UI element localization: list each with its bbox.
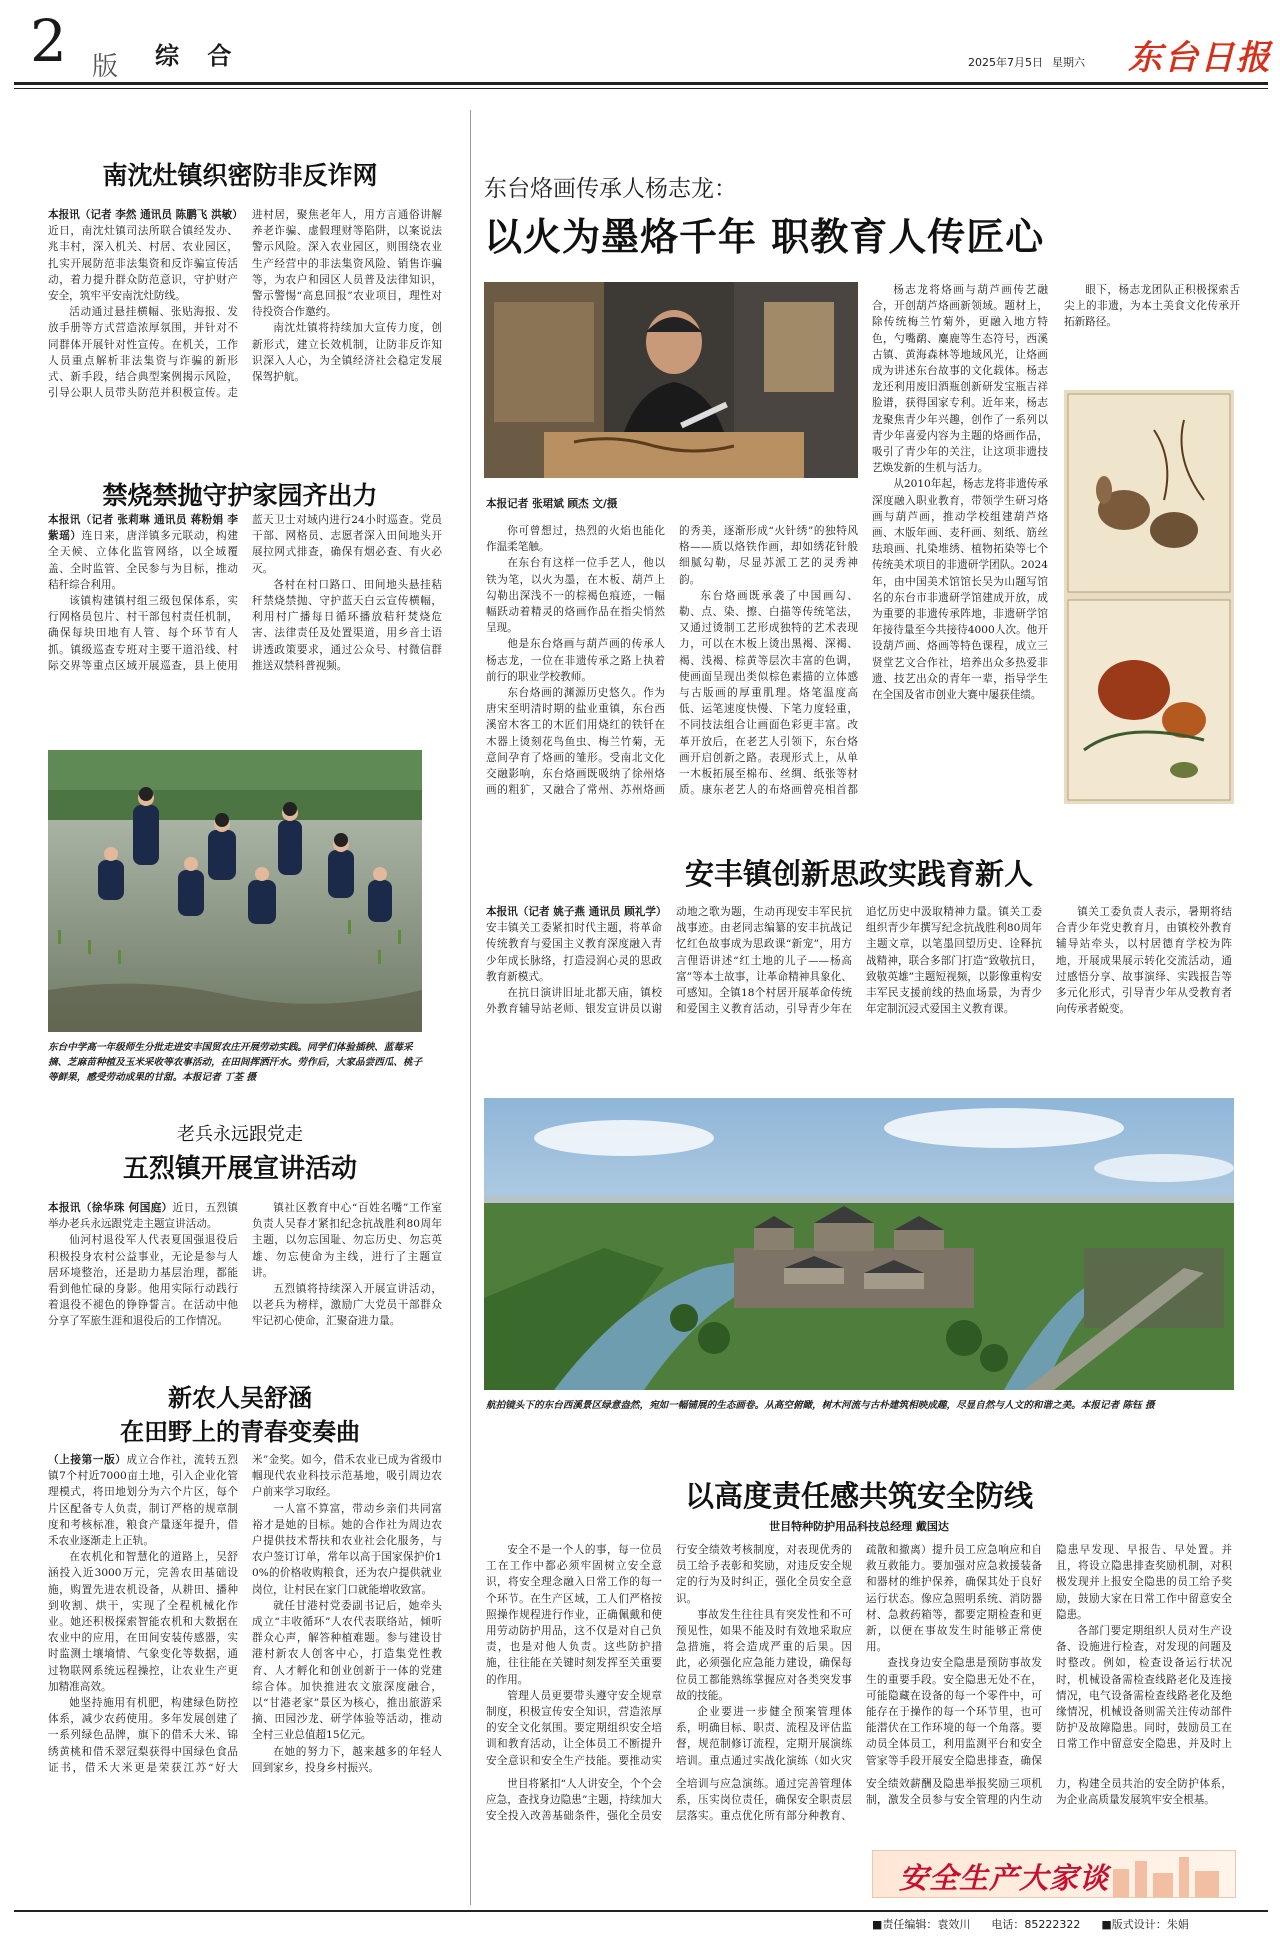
article-continue-tag: （上接第一版） [48,1454,127,1466]
kicker-yangzhilong: 东台烙画传承人杨志龙： [484,176,737,202]
article-paragraph: 成立合作社，流转五烈镇7个村近7000亩土地，引入企业化管理模式，将田地划分为六个片区，每个片区配备专人负责，制订严格的规章制度和考核标准，粮食产量逐年提升，借禾农业逐渐走上正轨。 [48,1454,239,1548]
article-paragraph: 查找身边安全隐患是预防事故发生的重要手段。安全隐患无处不在，可能隐藏在设备的每一个零件中，可能存在于操作的每一个环节里，也可能潜伏在工作环境的每一个角落。要动员全体员工，利用监测平台和安全管家等手段开展安全隐患排查，确保隐患早发现、早报告、早处置。并且，将设立隐患排查奖励机制，对积极发现并上报安全隐患的员工给予奖励，鼓励大家在日常工作中留意安全隐患。 [866,1544,1232,1767]
article-paragraph: 该镇构建镇村组三级包保体系，实行网格员包片、村干部包村责任机制，确保每块田地有人管、每个环节有人抓。镇级巡查专班对主要干道沿线、村际交界等重点区域开展巡查，县上使用蓝天卫士对域内进行24小时巡查。党员干部、网格员、志愿者深入田间地头开展拉网式排查，确保有烟必查、有火必灭。 [48,514,442,672]
article-anfeng [486,904,1232,1060]
article-wushuhan [48,1452,442,1902]
photo-caption-students: 东台中学高一年级师生分批走进安丰国贸农庄开展劳动实践。同学们体验插秧、蓝莓采摘、芝麻苗种植及玉米采收等农事活动，在田间挥洒汗水。劳作后，大家品尝西瓜、桃子等鲜果，感受劳动成果的甘甜。本报记者 丁荃 摄 [48,1042,423,1083]
photo-credit-yangzhilong: 本报记者 张珺斌 顾杰 文/摄 [486,498,618,510]
article-paragraph: 各村在村口路口、田间地头悬挂秸秆禁烧禁抛、守护蓝天白云宣传横幅，利用村广播每日循环播放秸秆焚烧危害、法律责任及处置渠道，用乡音土语讲透政策要求，通过公众号、村微信群推送双禁科普视频。 [252,578,442,672]
photo-aerial-xixi [484,1098,1234,1390]
section-name: 综 合 [155,42,242,70]
banner-text: 安全生产大家谈 [899,1861,1110,1895]
article-paragraph: 仙河村退役军人代表夏国强退役后积极投身农村公益事业，无论是参与人居环境整治，还是助力基层治理，都能看到他忙碌的身影。他用实际行动践行着退役不褪色的铮铮誓言。在活动中他分享了军旅生涯和退役后的工作情况。 [48,1234,238,1328]
article-safety-tail [486,1776,1232,1848]
footer-phone-label: 电话： [991,1918,1025,1931]
issue-weekday: 星期六 [1052,56,1085,69]
article-nanshenzao [48,207,442,475]
article-paragraph: 一人富不算富，带动乡亲们共同富裕才是她的目标。她的合作社为周边农户提供技术帮扶和农业社会化服务，与农户签订订单，常年以高于国家保护价10%的价格收购粮食，还为农户提供就业岗位，让村民在家门口就能增收致富。 [252,1502,442,1596]
article-byline: 本报讯（记者 李然 通讯员 陈鹏飞 洪敏） [48,209,243,221]
article-paragraph: 你可曾想过，热烈的火焰也能化作温柔笔触。 [486,525,665,554]
article-paragraph: 她坚持施用有机肥，构建绿色防控体系，减少农药使用。多年发展创建了一系列绿色品牌，旗下的借禾大米、锦绣黄桃和借禾翠冠梨获得中国绿色食品证书，借禾大米更是荣获江苏“好大米”金奖。如今，借禾农业已成为省级巾帼现代农业科技示范基地，吸引周边农户前来学习取经。 [48,1454,442,1774]
article-paragraph: 镇社区教育中心“百姓名嘴”工作室负责人吴春才紧扣纪念抗战胜利80周年主题，以勿忘国耻、勿忘历史、勿忘英雄、勿忘使命为主线，进行了主题宣讲。 [252,1202,442,1279]
article-paragraph: 在东台有这样一位手艺人，他以铁为笔，以火为墨，在木板、葫芦上勾勒出深浅不一的棕褐色痕迹，一幅幅跃动着精灵的烙画作品在指尖悄然呈现。 [486,557,665,635]
article-wulie [48,1200,442,1364]
article-paragraph: 南沈灶镇将持续加大宣传力度，创新形式，建立长效机制，让防非反诈知识深入人心，为全镇经济社会稳定发展保驾护航。 [252,322,442,384]
article-paragraph: 从2010年起，杨志龙将非遗传承深度融入职业教育，带领学生研习烙画与葫芦画，推动学校组建葫芦烙画、木版年画、麦秆画、刻纸、筋丝珐琅画、扎染堆绣、植物拓染等七个传统美术项目的非遗研学团队。2024年，由中国美术馆馆长吴为山题写馆名的东台市非遗研学馆建成开放，成为重要的非遗传承阵地，非遗研学馆年接待量至今共接待4000人次。他开设葫芦画、烙画等特色课程，成立三贤堂艺文合作社，培养出众多热爱非遗、技艺出众的青年一辈，指导学生在全国及省市创业大赛中屡获佳绩。 [872,478,1048,702]
article-yangzhilong-col1 [486,523,858,803]
kicker-wulie: 老兵永远跟党走 [177,1124,303,1145]
article-yangzhilong-col2 [872,282,1048,802]
article-tangyang [48,512,442,744]
article-paragraph: 事故发生往往具有突发性和不可预见性，如果不能及时有效地采取应急措施，将会造成严重的后果。因此，必须强化应急能力建设，确保每位员工都能熟练掌握应对各类突发事故的技能。 [676,1608,852,1702]
article-paragraph: 世目将紧扣“人人讲安全，个个会应急，查找身边隐患”主题，持续加大安全投入改善基础条件，强化全员安全培训与应急演练。通过完善管理体系，压实岗位责任，确保安全职责层层落实。重点优化所有部分种教育、安全绩效薪酬及隐患举报奖励三项机制，激发全员参与安全管理的内生动力，构建全员共治的安全防护体系，为企业高质量发展筑牢安全根基。 [486,1778,1232,1823]
article-byline: 本报讯（记者 姚子燕 通讯员 顾礼学） [486,906,667,918]
article-safety [486,1542,1232,1774]
headline-nanshenzao: 南沈灶镇织密防非反诈网 [102,161,378,190]
photo-caption-aerial: 航拍镜头下的东台西溪景区绿意盎然，宛如一幅铺展的生态画卷。从高空俯瞰，树木河流与古朴建筑相映成趣，尽显自然与人文的和谐之美。本报记者 陈钰 摄 [486,1400,1155,1411]
article-paragraph: 活动通过悬挂横幅、张贴海报、发放手册等方式营造浓厚氛围，并针对不同群体开展针对性宣传。在机关，工作人员重点解析非法集资与诈骗的新形式、新手段，结合典型案例揭示风险，引导公职人员带头防范并积极宣传。走进村居，聚焦老年人，用方言通俗讲解养老诈骗、虚假理财等陷阱，以案说法警示风险。深入农业园区，则围绕农业生产经营中的非法集资风险、销售诈骗等，为农户和园区人员普及法律知识，警示警惕“高息回报”农业项目，理性对待投资合作邀约。 [48,209,442,400]
article-paragraph: 五烈镇将持续深入开展宣讲活动，以老兵为榜样，激励广大党员干部群众牢记初心使命，汇聚奋进力量。 [252,1283,442,1328]
article-byline: 本报讯（徐华珠 何国庭） [48,1202,173,1214]
article-yangzhilong-col3 [1064,282,1240,380]
author-line-safety: 世目特种防护用品科技总经理 戴国达 [769,1520,949,1533]
article-paragraph: 各部门要定期组织人员对生产设备、设施进行检查，对发现的问题及时整改。例如，检查设备运行状况时，机械设备需检查线路老化及连接情况，电气设备需检查线路老化及绝缘情况，机械设备则需关注传动部件防护及故障隐患。同时，鼓励员工在日常工作中留意安全隐患，并及时上 [1056,1625,1232,1751]
article-paragraph: 眼下，杨志龙团队正积极探索舌尖上的非遗，为本土美食文化传承开拓新路径。 [1064,284,1240,329]
headline-wushuhan-1: 新农人吴舒涵 [168,1384,312,1412]
header-rule-thin [14,88,1268,89]
masthead-logo: 东台日报 [1128,38,1272,78]
article-paragraph: 东台烙画的渊源历史悠久。作为唐宋至明清时期的盐业重镇，东台西溪窑木客工的木匠们用烧红的铁钎在木器上烫刻花鸟鱼虫、梅兰竹菊，无意间孕育了烙画的雏形。受南北文化交融影响，东台烙画既吸纳了徐州烙画的粗犷，又融合了常州、苏州烙画的秀美，逐渐形成“火针绣”的独特风格——质以烙铁作画，却如绣花针般细腻勾勒，尽显苏派工艺的灵秀神韵。 [486,525,858,797]
article-paragraph: 镇关工委负责人表示，暑期将结合青少年党史教育月，由镇校外教育辅导站牵头，以村居德育学校为阵地，开展成果展示转化交流活动，通过感悟分享、故事演绎、实践报告等多元化形式，引导青少年从受教育者向传承者蜕变。 [1056,906,1232,1016]
article-paragraph: 在抗日演讲旧址北都天庙，镇校外教育辅导站老师、银发宣讲员以谢动地之歌为题，生动再现安丰军民抗战事迹。由老同志编纂的安丰抗战记忆红色故事成为思政课“新宠”，用方言俚语讲述“红土地的儿子——杨高富”等本土故事，让革命精神具象化、可感知。全镇18个村居开展革命传统和爱国主义教育活动，引导青少年在追忆历史中汲取精神力量。镇关工委组织青少年撰写纪念抗战胜利80周年主题文章，以笔墨回望历史、诠释抗战精神，联合多部门打造“致敬抗日，致敬英雄”主题短视频，以影像重构安丰军民支援前线的热血场景，为青少年定制沉浸式爱国主义教育课。 [486,906,1042,1016]
article-paragraph: 管理人员更要带头遵守安全规章制度，积极宣传安全知识，营造浓厚的安全文化氛围。要定期组织安全培训和教育活动，让全体员工不断提升安全意识和安全生产技能。要推动实行安全绩效考核制度，对表现优秀的员工给予表彰和奖励，对违反安全规定的行为及时纠正，强化全员安全意识。 [486,1544,852,1767]
article-paragraph: 在农机化和智慧化的道路上，吴舒涵投入近3000万元，完善农田基础设施，购置先进农机设备，从耕田、播种到收割、烘干，实现了全程机械化作业。她还积极探索智能农机和大数据在农业中的应用，在田间安装传感器，实时监测土壤墒情、气象变化等数据，通过物联网系统远程操控，让农业生产更加精准高效。 [48,1551,238,1693]
column-divider [470,110,471,1905]
article-paragraph: 近日，五烈镇举办老兵永远跟党走主题宣讲活动。 [48,1202,239,1231]
photo-pyrography-art [1064,390,1234,804]
article-paragraph: 安全不是一个人的事，每一位员工在工作中都必须牢固树立安全意识，将安全理念融入日常工作的每一个环节。在生产区域，工人们严格按照操作规程进行作业，正确佩戴和使用劳动防护用品，这不仅是对自己负责，也是对他人负责。这些防护措施，往往能在关键时刻发挥至关重要的作用。 [486,1544,662,1686]
page-number: 2 [30,7,67,75]
headline-yangzhilong: 以火为墨烙千年 职教育人传匠心 [484,215,1045,259]
article-paragraph: 连日来，唐洋镇多元联动，构建全天候、立体化监管网络，以全域覆盖、全时监管、全民参与为目标，推动秸秆综合利用。 [48,530,239,591]
page-footer [872,1916,1189,1932]
article-paragraph: 在她的努力下，越来越多的年轻人回到家乡，投身乡村振兴。 [252,1745,442,1774]
header-rule [14,82,1268,85]
footer-designer-label: ■版式设计： [1101,1918,1167,1931]
article-paragraph: 东台烙画既承袭了中国画勾、勒、点、染、擦、白描等传统笔法，又通过烫制工艺形成独特的艺术表现力，可以在木板上烫出黑褐、深褐、褐、浅褐、棕黄等层次丰富的色调，使画面呈现出类似棕色素描的立体感与古版画的厚重肌理。烙笔温度高低、运笔速度快慢、下笔力度轻重，不同技法组合让画面色彩更丰富。改革开放后，在老艺人引领下，东台烙画开启创新之路。表现形式上，从单一木板拓展至棉布、丝绸、纸张等材质。康东老艺人的布烙画曾亮相首都 [679,589,858,797]
page-unit-label: 版 [92,52,119,82]
photo-students-labor [48,750,422,1032]
footer-designer: 朱娟 [1166,1918,1189,1931]
banner-safety-talk [872,1850,1236,1898]
article-paragraph: 杨志龙将烙画与葫芦画传艺融合，开创葫芦烙画新领域。题材上，除传统梅兰竹菊外，更融入地方特色，勺嘴鹬、麋鹿等生态符号，西溪古镇、黄海森林等地域风光，让烙画成为讲述东台故事的文化载体。杨志龙还利用废旧酒瓶创新研发宝瓶吉祥脸谱，获得国家专利。近年来，杨志龙聚焦青少年兴趣，创作了一系列以青少年喜爱内容为主题的烙画作品，吸引了青少年的关注，让这项非遗技艺焕发新的生机与活力。 [872,284,1048,475]
article-paragraph: 就任甘港村党委副书记后，她牵头成立“丰收循环”人农代表联络站，倾听群众心声，解答种植难题。参与建设甘港村新农人创客中心，打造集党性教育、人才孵化和创业创新于一体的党建综合体。加快推进农文旅深度融合，以“甘港老家”景区为核心，推出旅游采摘、田园沙龙、研学体验等活动，推动全村三业总值超15亿元。 [252,1599,442,1742]
footer-editor: 袁效川 [937,1918,971,1931]
footer-phone: 85222322 [1024,1918,1081,1931]
headline-safety: 以高度责任感共筑安全防线 [684,1479,1033,1513]
article-paragraph: 安丰镇关工委紧扣时代主题，将革命传统教育与爱国主义教育深度融入青少年成长脉络，打造浸润心灵的思政教育新模式。 [486,922,662,983]
footer-rule [14,1910,1268,1912]
headline-wulie: 五烈镇开展宣讲活动 [122,1154,357,1184]
article-byline: 本报讯（记者 张莉琳 通讯员 蒋粉娟 李紫瑶） [48,514,238,543]
article-paragraph: 企业要进一步健全预案管理体系，明确目标、职责、流程及评估监督，规范制修订流程，定期开展演练培训。重点通过实战化演练（如火灾疏散和撤离）提升员工应急响应和自救互救能力。要加强对应急救援装备和器材的维护保养，确保其处于良好运行状态。像应急照明系统、消防器材、急救药箱等，都要定期检查和更新，以便在事故发生时能够正常使用。 [676,1544,1042,1767]
article-paragraph: 他是东台烙画与葫芦画的传承人杨志龙，一位在非遗传承之路上执着前行的职业学校教师。 [486,638,665,683]
headline-wushuhan-2: 在田野上的青春变奏曲 [120,1418,360,1446]
footer-editor-label: ■责任编辑： [872,1918,938,1931]
headline-anfeng: 安丰镇创新思政实践育新人 [684,857,1033,891]
article-paragraph: 近日，南沈灶镇司法所联合镇经发办、兆丰村，深入机关、村居、农业园区，扎实开展防范非法集资和反诈骗宣传活动，着力提升群众防范意识，守护财产安全，筑牢平安南沈灶防线。 [48,225,238,303]
issue-date: 2025年7月5日 [968,56,1043,69]
headline-tangyang: 禁烧禁抛守护家园齐出力 [102,481,378,510]
photo-craftsman [484,282,858,478]
